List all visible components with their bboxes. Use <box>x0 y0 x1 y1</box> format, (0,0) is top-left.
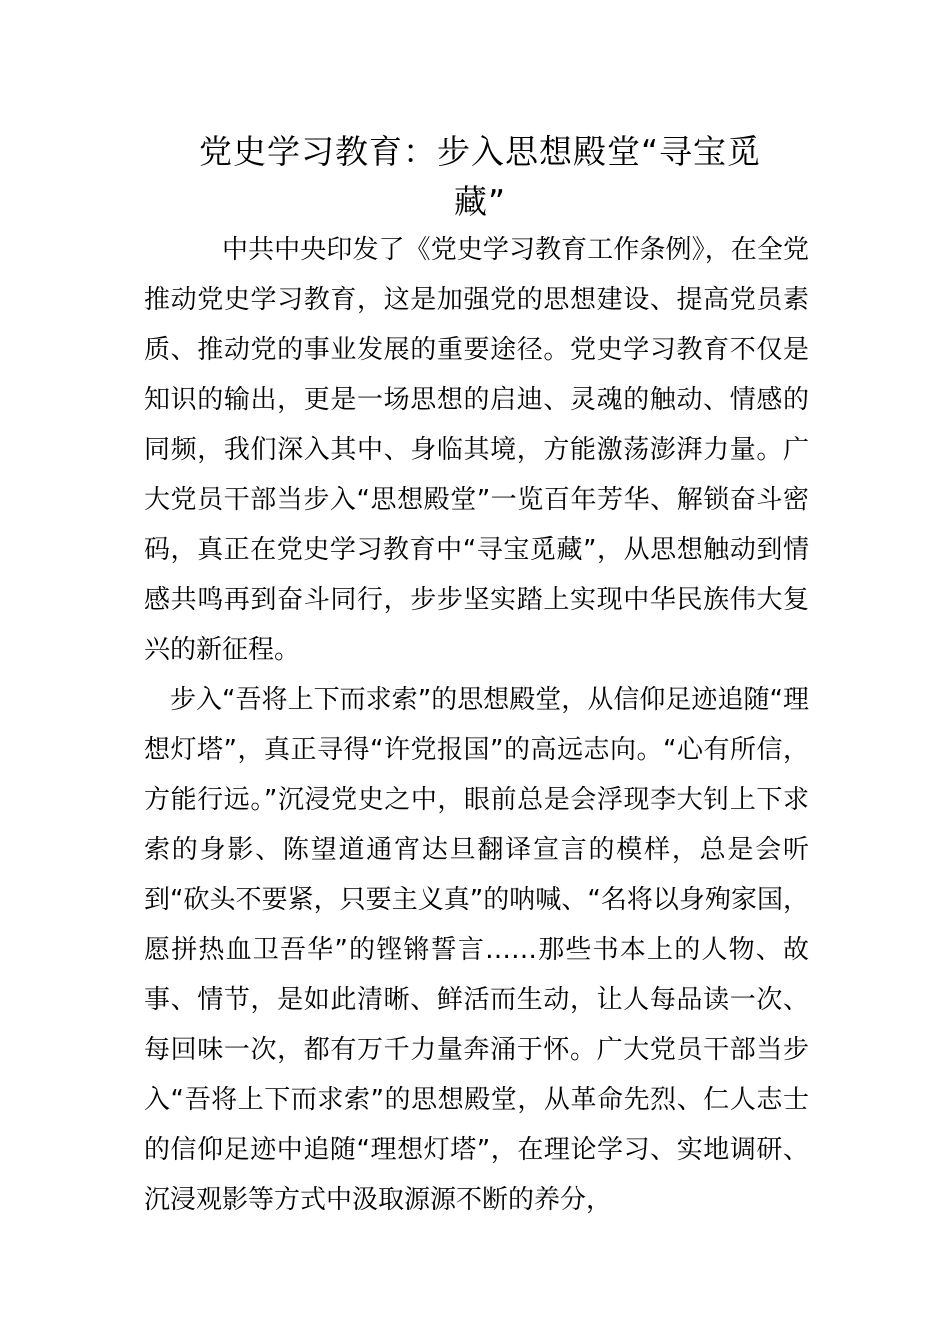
paragraph-2: 步入“吾将上下而求索”的思想殿堂，从信仰足迹追随“理想灯塔”，真正寻得“许党报国”的高远志向。“心有所信，方能行远。”沉浸党史之中，眼前总是会浮现李大钊上下求索的身影、陈望道通宵达旦翻译宣言的模样，总是会听到“砍头不要紧，只要主义真”的呐喊、“名将以身殉家国，愿拼热血卫吾华”的铿锵誓言……那些书本上的人物、故事、情节，是如此清晰、鲜活而生动，让人每品读一次、每回味一次，都有万千力量奔涌于怀。广大党员干部当步入“吾将上下而求索”的思想殿堂，从革命先烈、仁人志士的信仰足迹中追随“理想灯塔”，在理论学习、实地调研、沉浸观影等方式中汲取源源不断的养分， <box>144 685 809 1215</box>
document-body <box>144 225 809 1225</box>
document-title: 党史学习教育：步入思想殿堂“寻宝觅藏” <box>198 132 762 221</box>
paragraph-1: 中共中央印发了《党史学习教育工作条例》，在全党推动党史学习教育，这是加强党的思想建设、提高党员素质、推动党的事业发展的重要途径。党史学习教育不仅是知识的输出，更是一场思想的启迪、灵魂的触动、情感的同频，我们深入其中、身临其境，方能激荡澎湃力量。广大党员干部当步入“思想殿堂”一览百年芳华、解锁奋斗密码，真正在党史学习教育中“寻宝觅藏”，从思想触动到情感共鸣再到奋斗同行，步步坚实踏上实现中华民族伟大复兴的新征程。 <box>144 235 809 665</box>
